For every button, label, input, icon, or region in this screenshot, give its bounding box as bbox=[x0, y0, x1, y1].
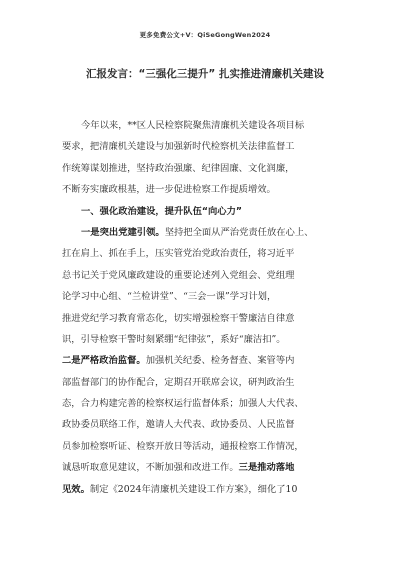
intro-line: 作统筹谋划推进，坚持政治强廉、纪律固廉、文化润廉， bbox=[62, 162, 295, 174]
paragraph-text: 诚恳听取意见建议，不断加强和改进工作。 bbox=[62, 462, 239, 474]
paragraph-text: 加强机关纪委、检务督查、案管等内 bbox=[145, 355, 295, 367]
paragraph-line: 扛在肩上、抓在手上，压实管党治党政治责任，将习近平 bbox=[62, 248, 295, 260]
paragraph-line: 员参加检察听证、检察开放日等活动，通报检察工作情况， bbox=[62, 440, 304, 452]
section-heading: 一、强化政治建设，提升队伍“向心力” bbox=[81, 205, 242, 217]
paragraph-line bbox=[62, 457, 352, 478]
paragraph-line: 部监督部门的协作配合，定期召开联席会议，研判政治生 bbox=[62, 376, 295, 388]
point-label: 二是严格政治监督。 bbox=[62, 355, 146, 367]
paragraph-line bbox=[62, 222, 352, 243]
paragraph-line: 态，合力构建完善的检察权运行监督体系；加强人大代表、 bbox=[62, 398, 304, 410]
paragraph-line bbox=[62, 479, 352, 500]
document-body bbox=[62, 115, 352, 500]
paragraph-line: 识，引导检察干警时刻紧绷“纪律弦”，系好“廉洁扣”。 bbox=[62, 333, 286, 345]
point-label: 见效。 bbox=[62, 483, 90, 495]
intro-line: 要求，把清廉机关建设与加强新时代检察机关法律监督工 bbox=[62, 141, 295, 153]
intro-line: 今年以来，**区人民检察院聚焦清廉机关建设各项目标 bbox=[81, 120, 305, 131]
paragraph-line: 论学习中心组、“兰检讲堂”、“三会一课”学习计划， bbox=[62, 291, 277, 303]
paragraph-line bbox=[62, 350, 352, 371]
document-title: 汇报发言：“三强化三提升” 扎实推进清廉机关建设 bbox=[86, 68, 324, 80]
intro-line: 不断夯实廉政根基，进一步促进检察工作提质增效。 bbox=[62, 184, 276, 196]
point-label: 一是突出党建引领。 bbox=[81, 226, 165, 238]
paragraph-text: 制定《2024年清廉机关建设工作方案》，细化了10 bbox=[89, 483, 298, 495]
point-label: 三是推动落地 bbox=[238, 462, 295, 474]
paragraph-text: 坚持把全面从严治党责任放在心上、 bbox=[164, 226, 314, 238]
paragraph-line: 总书记关于党风廉政建设的重要论述列入党组会、党组理 bbox=[62, 269, 295, 281]
promo-banner: 更多免费公文+V：QiSeGongWen2024 bbox=[139, 31, 271, 39]
paragraph-line: 推进党纪学习教育常态化，切实增强检察干警廉洁自律意 bbox=[62, 312, 295, 324]
paragraph-line: 政协委员联络工作，邀请人大代表、政协委员、人民监督 bbox=[62, 419, 295, 431]
